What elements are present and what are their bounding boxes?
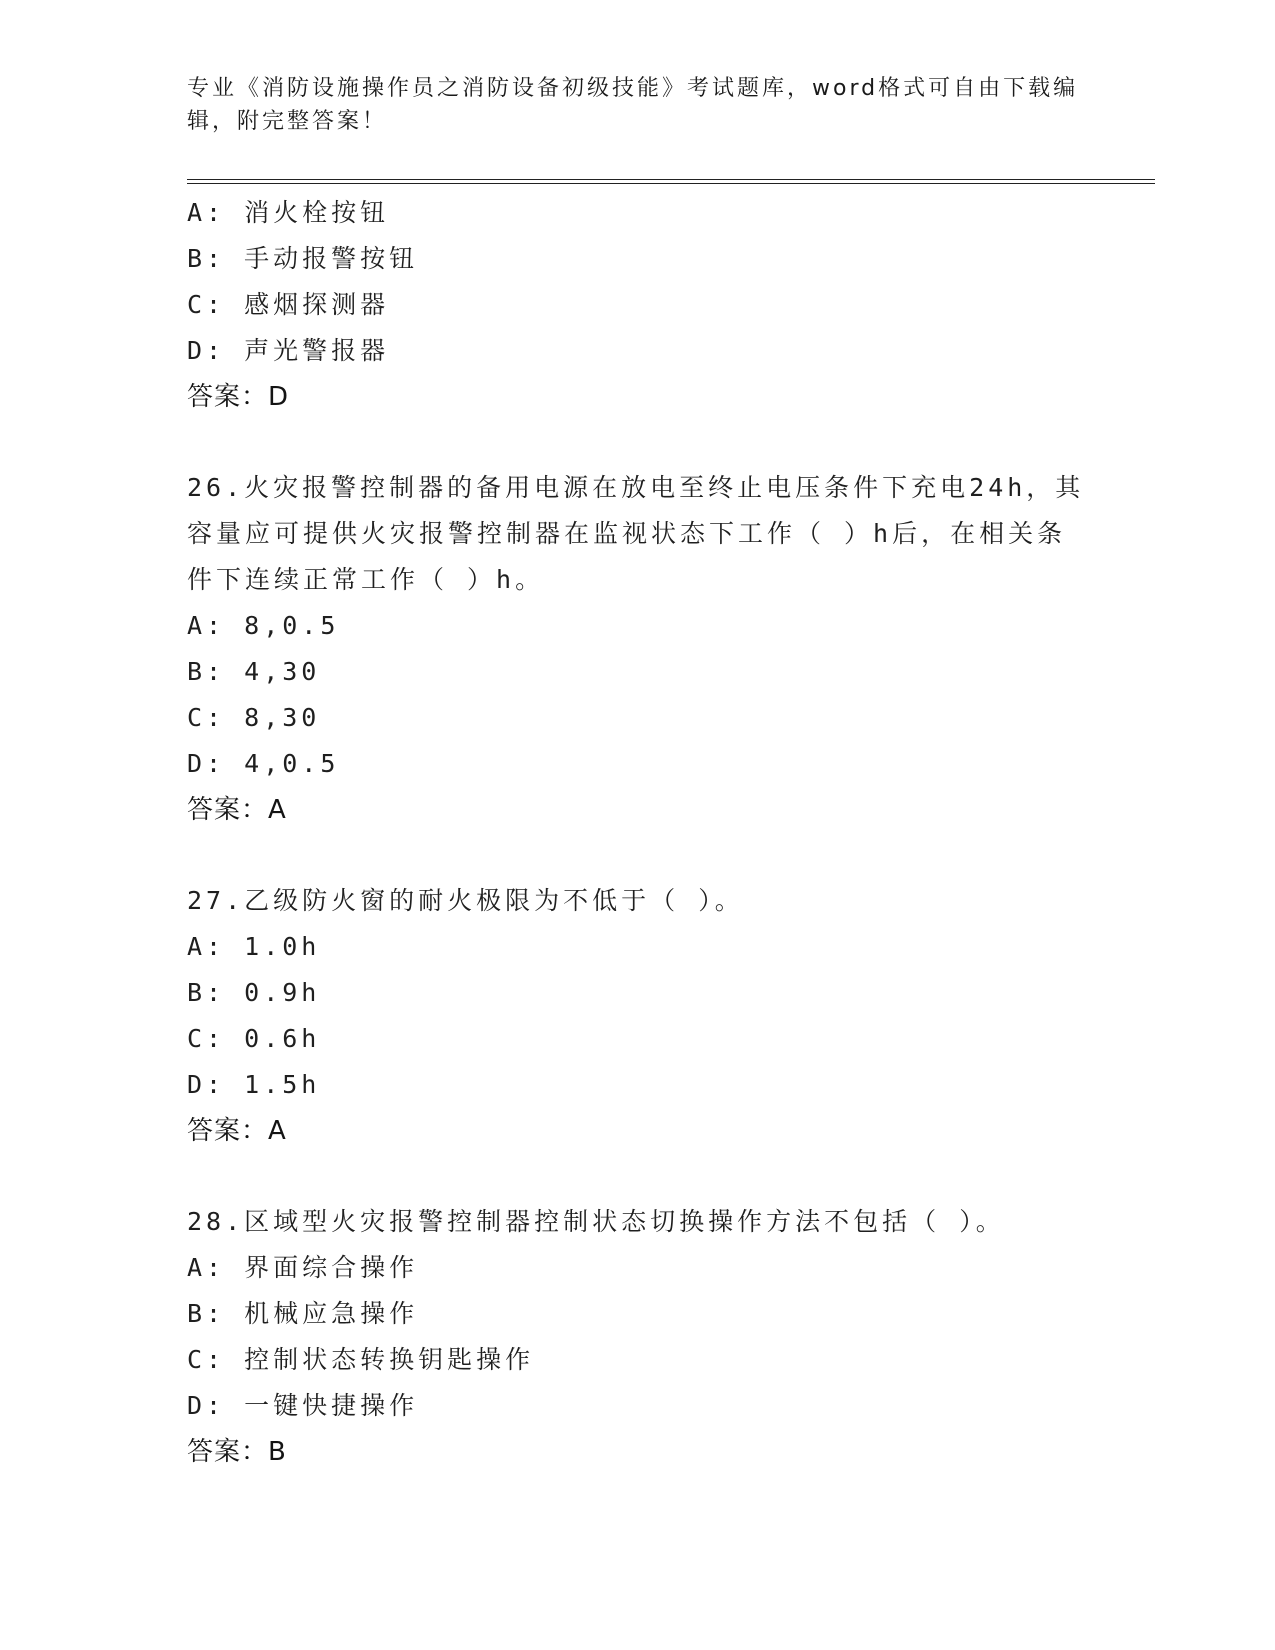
document-header (187, 72, 1087, 138)
option-d: D: 4,0.5 (187, 749, 340, 778)
stem-line-1: 27.乙级防火窗的耐火极限为不低于（ ）。 (187, 886, 744, 915)
question-list (187, 190, 1087, 1475)
question-28 (187, 1199, 1087, 1475)
header-line-2: 辑，附完整答案！ (187, 109, 388, 134)
question-stem (187, 465, 1085, 603)
option-c: C: 控制状态转换钥匙操作 (187, 1345, 535, 1374)
option-d: D: 1.5h (187, 1070, 321, 1099)
answer-line: 答案：A (187, 795, 287, 825)
option-b: B: 0.9h (187, 978, 321, 1007)
header-divider-bottom (187, 183, 1155, 184)
answer-line: 答案：D (187, 382, 290, 412)
question-27 (187, 878, 1087, 1154)
option-a: A: 消火栓按钮 (187, 198, 390, 227)
stem-line-2: 容量应可提供火灾报警控制器在监视状态下工作（ ）h后，在相关条 (187, 519, 1067, 548)
option-a: A: 界面综合操作 (187, 1253, 419, 1282)
stem-line-3: 件下连续正常工作（ ）h。 (187, 565, 545, 594)
question-26 (187, 465, 1087, 833)
header-line-1: 专业《消防设施操作员之消防设备初级技能》考试题库，word格式可自由下载编 (187, 76, 1079, 101)
option-c: C: 8,30 (187, 703, 321, 732)
answer-line: 答案：B (187, 1437, 287, 1467)
option-d: D: 一键快捷操作 (187, 1391, 419, 1420)
option-b: B: 4,30 (187, 657, 321, 686)
option-b: B: 机械应急操作 (187, 1299, 419, 1328)
spacer (187, 420, 1087, 465)
stem-line-1: 26.火灾报警控制器的备用电源在放电至终止电压条件下充电24h，其 (187, 473, 1085, 502)
option-a: A: 8,0.5 (187, 611, 340, 640)
option-c: C: 感烟探测器 (187, 290, 390, 319)
option-a: A: 1.0h (187, 932, 321, 961)
spacer (187, 833, 1087, 878)
answer-line: 答案：A (187, 1116, 287, 1146)
header-divider-top (187, 179, 1155, 180)
option-c: C: 0.6h (187, 1024, 321, 1053)
question-25 (187, 190, 1087, 420)
option-b: B: 手动报警按钮 (187, 244, 419, 273)
option-d: D: 声光警报器 (187, 336, 390, 365)
stem-line-1: 28.区域型火灾报警控制器控制状态切换操作方法不包括（ ）。 (187, 1207, 1005, 1236)
question-stem (187, 1199, 1067, 1245)
spacer (187, 1154, 1087, 1199)
question-stem (187, 878, 1067, 924)
